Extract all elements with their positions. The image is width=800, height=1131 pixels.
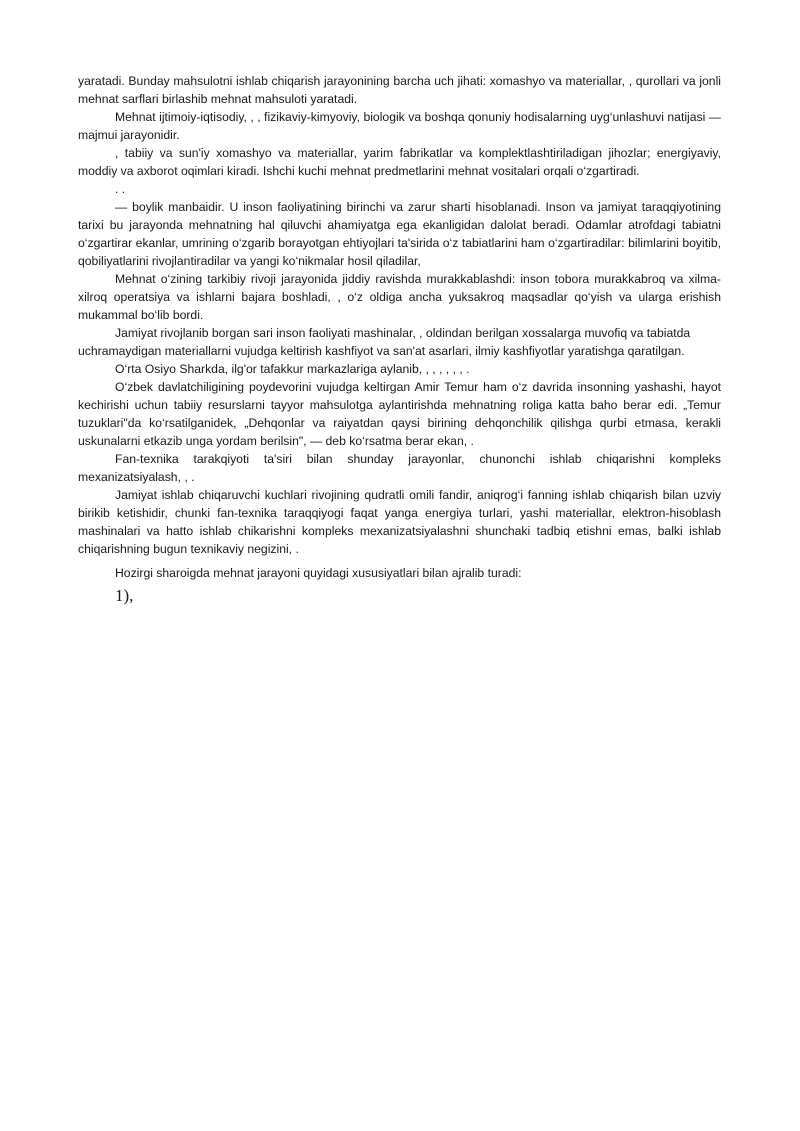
paragraph-8: O‘rta Osiyo Sharkda, ilg'or tafakkur markazlariga aylanib, , , , , , , . [115, 362, 470, 376]
paragraph-1: yaratadi. Bunday mahsulotni ishlab chiqarish jarayonining barcha uch jihati: xomashyo va materiallar, , qurollari va jonli mehnat sarflari birlashib mehnat mahsuloti yaratadi. [78, 74, 721, 106]
paragraph-2: Mehnat ijtimoiy-iqtisodiy, , , fizikaviy-kimyoviy, biologik va boshqa qonuniy hodisalarning uyg‘unlashuvi natijasi — majmui jarayonidir. [78, 110, 721, 142]
paragraph-6: Mehnat o‘zining tarkibiy rivoji jarayonida jiddiy ravishda murakkablashdi: inson tobora murakkabroq va xilma-xilroq operatsiya va ishlarni bajara boshladi, , o‘z oldiga ancha yuksakroq maqsadlar qo‘yish va ularga erishish mukammal bo‘lib bordi. [78, 272, 721, 322]
paragraph-3: , tabiiy va sun'iy xomashyo va materiallar, yarim fabrikatlar va komplektlashtiriladigan jihozlar; energiyaviy, moddiy va axborot oqimlari kiradi. Ishchi kuchi mehnat predmetlarini mehnat vositalari orqali o‘zgartiradi. [78, 146, 721, 178]
paragraph-7: Jamiyat rivojlanib borgan sari inson faoliyati mashinalar, , oldindan berilgan xossalarga muvofiq va tabiatda uchramaydigan materiallarni vujudga keltirish kashfiyot va san'at asarlari, ilmiy kashfiyotlar yaratishga qaratilgan. [78, 326, 691, 358]
paragraph-11: Jamiyat ishlab chiqaruvchi kuchlari rivojining qudratli omili fandir, aniqrog‘i fanning ishlab chiqarish bilan uzviy birikib ketishidir, chunki fan-texnika taraqqiyogi faqat yanga energiya turlari, yashi materiallar, elektron-hisoblash mashinalari va hatto ishlab chikarishni kompleks mexanizatsiyalashni shunchaki tadbiq etishni emas, balki ishlab chiqarishning bugun texnikaviy negizini, . [78, 488, 721, 556]
list-item-1: 1), [115, 586, 134, 605]
document-page [78, 72, 721, 608]
paragraph-10: Fan-texnika tarakqiyoti ta'siri bilan shunday jarayonlar, chunonchi ishlab chiqarishni kompleks mexanizatsiyalash, , . [78, 452, 721, 484]
paragraph-4: . . [115, 182, 126, 196]
paragraph-9: O‘zbek davlatchiligining poydevorini vujudga keltirgan Amir Temur ham o‘z davrida insonning yashashi, hayot kechirishi uchun tabiiy resurslarni tayyor mahsulotga aylantirishda mehnatning roliga katta baho berar edi. „Temur tuzuklari"da ko‘rsatilganidek, „Dehqonlar va raiyatdan qaysi birining dehqonchilik qilishga qurbi etmasa, kerakli uskunalarni etkazib unga yordam berilsin", — deb ko‘rsatma berar ekan, . [78, 380, 721, 448]
paragraph-12: Hozirgi sharoigda mehnat jarayoni quyidagi xususiyatlari bilan ajralib turadi: [115, 566, 522, 580]
paragraph-5: — boylik manbaidir. U inson faoliyatining birinchi va zarur sharti hisoblanadi. Inson va jamiyat taraqqiyotining tarixi bu jarayonda mehnatning hal qiluvchi ahamiyatga ega ekanligidan dalolat beradi. Odamlar atrofdagi tabiatni o‘zgartirar ekanlar, umrining o‘zgarib borayotgan ehtiyojlari ta'sirida o‘z tabiatlarini ham o‘zgartiradilar: bilimlarini boyitib, qobiliyatlarini rivojlantiradilar va yangi ko‘nikmalar hosil qiladilar, [78, 200, 721, 268]
